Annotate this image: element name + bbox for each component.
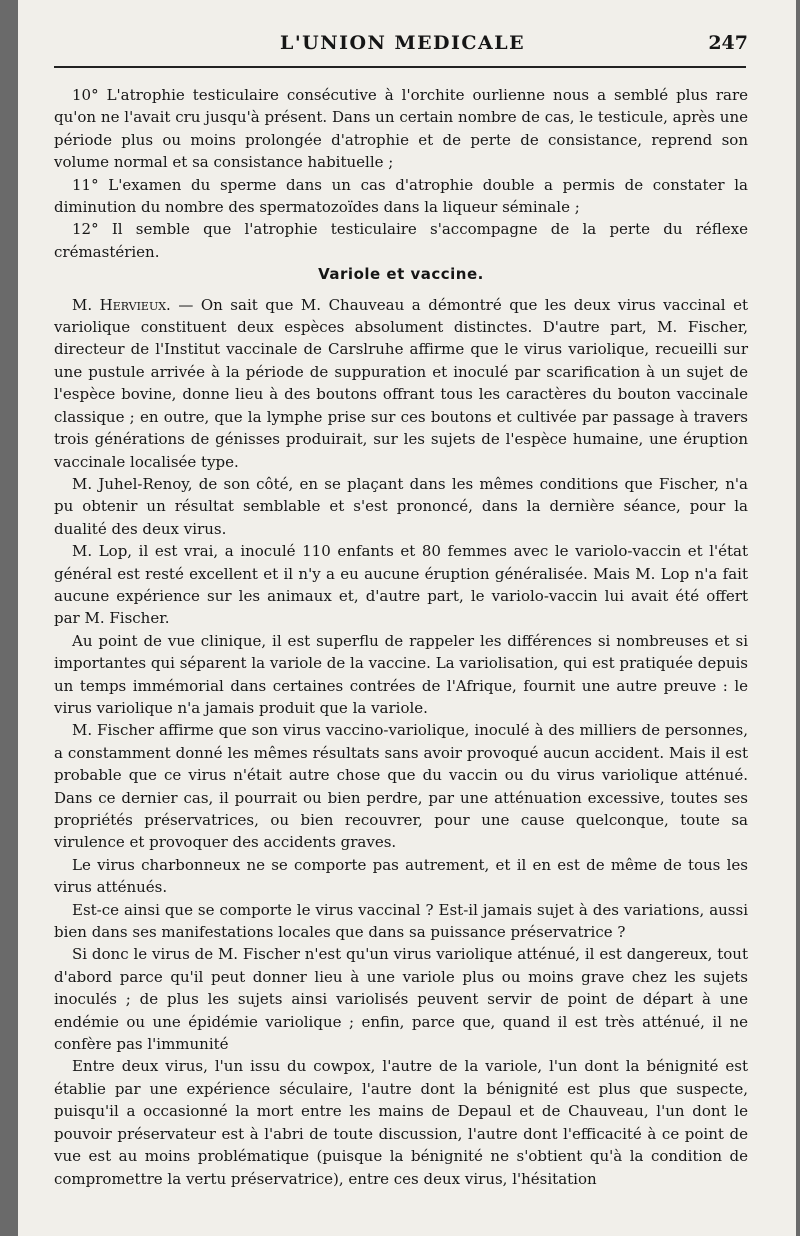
conclusion-item-11: 11° L'examen du sperme dans un cas d'atrophie double a permis de constater la diminution du nombre des spermatozoïdes dans la liqueur séminale ; [54, 175, 748, 217]
article-body [54, 84, 748, 1190]
journal-title: L'UNION MEDICALE [280, 32, 526, 54]
section-title: Variole et vaccine. [318, 265, 484, 284]
journal-page [18, 0, 796, 1236]
conclusion-item-12: 12° Il semble que l'atrophie testiculaire s'accompagne de la perte du réflexe crémastérien. [54, 220, 748, 261]
speaker-name: M. Hervieux. [72, 295, 171, 314]
paragraph [54, 294, 748, 473]
page-header [18, 32, 796, 62]
paragraph: Est-ce ainsi que se comporte le virus vaccinal ? Est-il jamais sujet à des variations, aussi bien dans ses manifestations locales que dans sa puissance préservatrice ? [54, 900, 748, 942]
header-rule [54, 66, 746, 68]
paragraph: Si donc le virus de M. Fischer n'est qu'un virus variolique atténué, il est dangereux, tout d'abord parce qu'il peut donner lieu à une variole plus ou moins grave chez les sujets inoculés ; de plus les sujets ainsi variolisés peuvent servir de point de départ à une endémie ou une épidémie variolique ; enfin, parce que, quand il est très atténué, il ne confère pas l'immunité [54, 945, 748, 1054]
paragraph: M. Juhel-Renoy, de son côté, en se plaçant dans les mêmes conditions que Fischer, n'a pu obtenir un résultat semblable et s'est prononcé, dans la dernière séance, pour la dualité des deux virus. [54, 474, 748, 538]
paragraph: Le virus charbonneux ne se comporte pas autrement, et il en est de même de tous les virus atténués. [54, 855, 748, 897]
page-number: 247 [708, 32, 748, 54]
conclusion-item-10: 10° L'atrophie testiculaire consécutive à l'orchite ourlienne nous a semblé plus rare qu'on ne l'avait cru jusqu'à présent. Dans un certain nombre de cas, le testicule, après une période plus ou moins prolongée d'atrophie et de perte de consistance, reprend son volume normal et sa consistance habituelle ; [54, 86, 748, 172]
paragraph: M. Fischer affirme que son virus vaccino-variolique, inoculé à des milliers de personnes, a constamment donné les mêmes résultats sans avoir provoqué aucun accident. Mais il est probable que ce virus n'était autre chose que du vaccin ou du virus variolique atténué. Dans ce dernier cas, il pourrait ou bien perdre, par une atténuation excessive, toutes ses propriétés préservatrices, ou bien recouvrer, pour une cause quelconque, toute sa virulence et provoquer des accidents graves. [54, 721, 748, 852]
paragraph: Au point de vue clinique, il est superflu de rappeler les différences si nombreuses et si importantes qui séparent la variole de la vaccine. La variolisation, qui est pratiquée depuis un temps immémorial dans certaines contrées de l'Afrique, fournit une autre preuve : le virus variolique n'a jamais produit que la variole. [54, 631, 748, 717]
paragraph-text: — On sait que M. Chauveau a démontré que les deux virus vaccinal et variolique constituent deux espèces absolument distinctes. D'autre part, M. Fischer, directeur de l'Institut vaccinale de Carslruhe affirme que le virus variolique, recueilli sur une pustule arrivée à la période de suppuration et inoculé par scarification à un sujet de l'espèce bovine, donne lieu à des boutons offrant tous les caractères du bouton vaccinale classique ; en outre, que la lymphe prise sur ces boutons et cultivée par passage à travers trois générations de génisses produirait, sur les sujets de l'espèce humaine, une éruption vaccinale localisée type. [54, 295, 748, 471]
paragraph: M. Lop, il est vrai, a inoculé 110 enfants et 80 femmes avec le variolo-vaccin et l'état général est resté excellent et il n'y a eu aucune éruption généralisée. Mais M. Lop n'a fait aucune expérience sur les animaux et, d'autre part, le variolo-vaccin lui avait été offert par M. Fischer. [54, 542, 748, 628]
paragraph: Entre deux virus, l'un issu du cowpox, l'autre de la variole, l'un dont la bénignité est établie par une expérience séculaire, l'autre dont la bénignité est plus que suspecte, puisqu'il a occasionné la mort entre les mains de Depaul et de Chauveau, l'un dont le pouvoir préservateur est à l'abri de toute discussion, l'autre dont l'efficacité à ce point de vue est au moins problématique (puisque la bénignité ne s'obtient qu'à la condition de compromettre la vertu préservatrice), entre ces deux virus, l'hésitation [54, 1057, 748, 1188]
